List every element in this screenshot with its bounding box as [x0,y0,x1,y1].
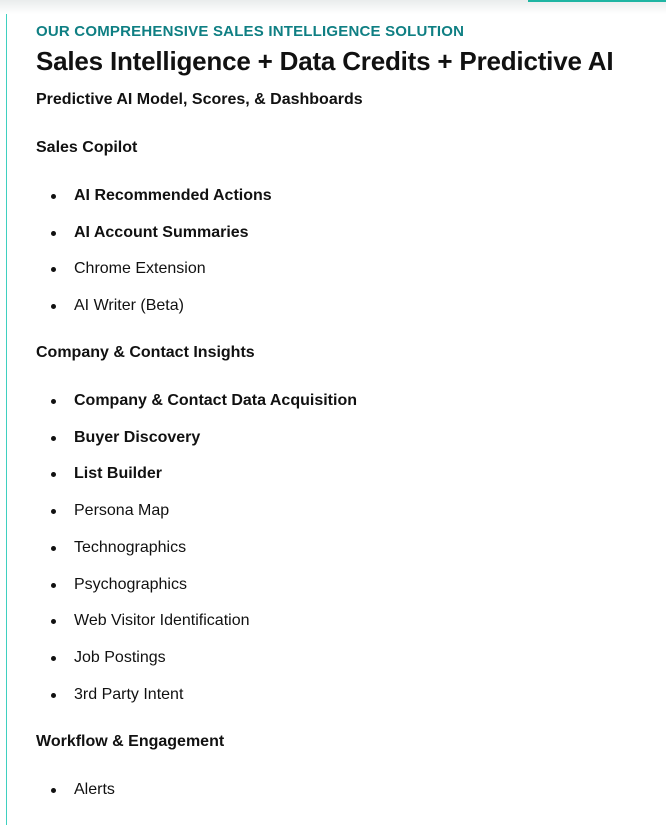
list-item: 3rd Party Intent [36,685,656,705]
card-title: Sales Intelligence + Data Credits + Predictive AI [36,46,614,76]
list-item: Company & Contact Data Acquisition [36,391,656,411]
section-heading-company-contact-insights: Company & Contact Insights [36,344,255,362]
top-shadow [0,0,666,14]
list-item: AI Recommended Actions [36,186,656,206]
company-contact-insights-list [36,391,656,705]
left-accent-rule [6,14,7,825]
list-item: Persona Map [36,501,656,521]
list-item: Job Postings [36,648,656,668]
list-item: List Builder [36,464,656,484]
sales-copilot-list [36,186,656,316]
section-heading-sales-copilot: Sales Copilot [36,139,138,156]
list-item: Chrome Extension [36,259,656,279]
list-item: Alerts [36,780,656,800]
section-heading-workflow-engagement: Workflow & Engagement [36,732,225,750]
section-heading-predictive-ai: Predictive AI Model, Scores, & Dashboards [36,91,363,108]
list-item: Technographics [36,538,656,558]
eyebrow-label: OUR COMPREHENSIVE SALES INTELLIGENCE SOLUTION [36,23,465,40]
list-item: AI Account Summaries [36,223,656,243]
list-item: AI Writer (Beta) [36,296,656,316]
solution-card [36,22,656,800]
list-item: Psychographics [36,575,656,595]
workflow-engagement-list [36,780,656,800]
list-item: Buyer Discovery [36,428,656,448]
top-accent-bar [528,0,666,2]
list-item: Web Visitor Identification [36,611,656,631]
